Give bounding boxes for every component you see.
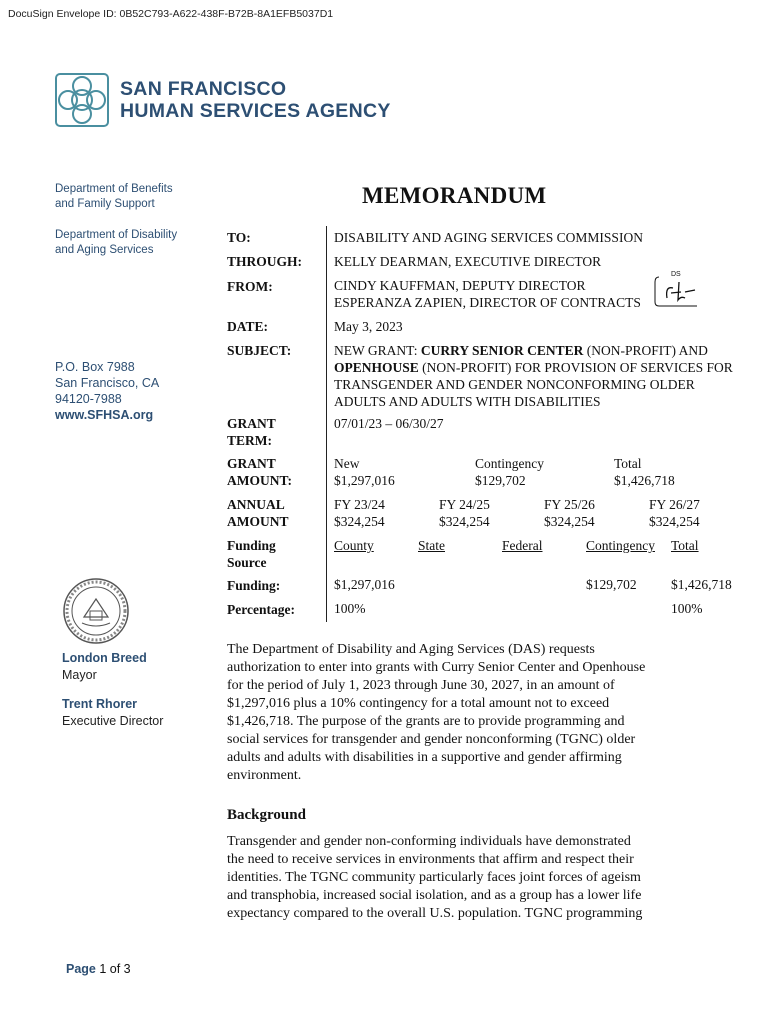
fs-state: State bbox=[418, 538, 445, 553]
agency-logo-icon bbox=[54, 72, 110, 128]
funding-label: Funding: bbox=[227, 578, 281, 593]
fs-contingency: Contingency bbox=[586, 538, 655, 553]
fy-year: FY 24/25 bbox=[439, 497, 490, 512]
amount-new-header: New bbox=[334, 456, 360, 471]
background-paragraph bbox=[227, 833, 687, 923]
fy-year: FY 25/26 bbox=[544, 497, 595, 512]
dept-disability-line1: Department of Disability bbox=[55, 229, 178, 241]
fy-amount: $324,254 bbox=[544, 514, 595, 529]
page-count: 1 of 3 bbox=[95, 962, 131, 976]
city-seal-icon bbox=[62, 577, 130, 645]
fy-year: FY 23/24 bbox=[334, 497, 385, 512]
intro-line: adults and adults with disabilities in a supportive and gender affirming bbox=[227, 750, 622, 765]
background-line: and transphobia, increased social isolation, and as a group has a lower life bbox=[227, 888, 642, 903]
grant-term-value: 07/01/23 – 06/30/27 bbox=[334, 416, 444, 431]
subject-line4: ADULTS AND ADULTS WITH DISABILITIES bbox=[334, 394, 601, 409]
annual-amount-label bbox=[227, 496, 289, 530]
grant-term-label2: TERM: bbox=[227, 433, 272, 448]
fs-county: County bbox=[334, 538, 374, 553]
to-label: TO: bbox=[227, 230, 251, 245]
subject-label: SUBJECT: bbox=[227, 343, 292, 358]
percentage-label: Percentage: bbox=[227, 602, 295, 617]
mayor-name: London Breed bbox=[62, 651, 147, 665]
from-value-line1: CINDY KAUFFMAN, DEPUTY DIRECTOR bbox=[334, 278, 586, 293]
to-value: DISABILITY AND AGING SERVICES COMMISSION bbox=[334, 230, 643, 245]
amount-new-value: $1,297,016 bbox=[334, 473, 395, 488]
funding-source-label1: Funding bbox=[227, 538, 276, 553]
dept-disability-line2: and Aging Services bbox=[55, 244, 154, 256]
funding-county: $1,297,016 bbox=[334, 577, 395, 592]
docusign-envelope-id: DocuSign Envelope ID: 0B52C793-A622-438F-B72B-8A1EFB5037D1 bbox=[8, 8, 334, 20]
mayor-title: Mayor bbox=[62, 668, 97, 682]
agency-name-line1: SAN FRANCISCO bbox=[120, 78, 287, 100]
intro-line: social services for transgender and gender nonconforming (TGNC) older bbox=[227, 732, 636, 747]
dept-disability bbox=[55, 228, 177, 258]
amount-new bbox=[334, 455, 395, 489]
intro-line: The Department of Disability and Aging Services (DAS) requests bbox=[227, 642, 595, 657]
fy-year: FY 26/27 bbox=[649, 497, 700, 512]
fs-federal: Federal bbox=[502, 538, 543, 553]
background-line: expectancy compared to the overall U.S. population. TGNC programming bbox=[227, 906, 643, 921]
intro-line: environment. bbox=[227, 768, 302, 783]
director-title: Executive Director bbox=[62, 714, 164, 728]
intro-line: authorization to enter into grants with Curry Senior Center and Openhouse bbox=[227, 660, 646, 675]
docusign-initials-signature bbox=[651, 268, 705, 308]
from-label: FROM: bbox=[227, 279, 273, 294]
amount-total-value: $1,426,718 bbox=[614, 473, 675, 488]
percentage-total: 100% bbox=[671, 601, 703, 616]
background-line: Transgender and gender non-conforming individuals have demonstrated bbox=[227, 834, 631, 849]
date-label: DATE: bbox=[227, 319, 269, 334]
subject-org1: CURRY SENIOR CENTER bbox=[420, 343, 584, 358]
grant-amount-label1: GRANT bbox=[227, 456, 276, 471]
mailing-address bbox=[55, 359, 159, 423]
funding-source-label bbox=[227, 537, 276, 571]
subject-org2: OPENHOUSE bbox=[334, 360, 419, 375]
intro-line: for the period of July 1, 2023 through June 30, 2027, in an amount of bbox=[227, 678, 615, 693]
subject-line3: TRANSGENDER AND GENDER NONCONFORMING OLDER bbox=[334, 377, 695, 392]
director-name: Trent Rhorer bbox=[62, 697, 138, 711]
grant-amount-label bbox=[227, 455, 292, 489]
address-line2: San Francisco, CA bbox=[55, 376, 160, 390]
page-word: Page bbox=[66, 962, 96, 976]
funding-source-label2: Source bbox=[227, 555, 267, 570]
subject-text3: (NON-PROFIT) FOR PROVISION OF SERVICES FOR bbox=[418, 360, 733, 375]
annual-label1: ANNUAL bbox=[227, 497, 285, 512]
date-value: May 3, 2023 bbox=[334, 319, 403, 334]
amount-contingency-value: $129,702 bbox=[475, 473, 526, 488]
fy-column bbox=[649, 496, 700, 530]
page-number bbox=[66, 962, 131, 976]
through-label: THROUGH: bbox=[227, 254, 303, 269]
grant-term-label1: GRANT bbox=[227, 416, 276, 431]
through-value: KELLY DEARMAN, EXECUTIVE DIRECTOR bbox=[334, 254, 602, 269]
intro-line: $1,426,718. The purpose of the grants are to provide programming and bbox=[227, 714, 625, 729]
background-line: identities. The TGNC community particularly faces joint forces of ageism bbox=[227, 870, 641, 885]
fy-column bbox=[544, 496, 595, 530]
sig-tag: DS bbox=[671, 271, 681, 278]
dept-benefits-line2: and Family Support bbox=[55, 198, 155, 210]
dept-benefits bbox=[55, 182, 173, 212]
memo-divider bbox=[326, 226, 327, 622]
funding-total: $1,426,718 bbox=[671, 577, 732, 592]
percentage-county: 100% bbox=[334, 601, 366, 616]
grant-term-label bbox=[227, 415, 276, 449]
fy-column bbox=[439, 496, 490, 530]
subject-value bbox=[334, 342, 754, 410]
address-line3: 94120-7988 bbox=[55, 392, 122, 406]
amount-total bbox=[614, 455, 675, 489]
dept-benefits-line1: Department of Benefits bbox=[55, 183, 173, 195]
fy-amount: $324,254 bbox=[649, 514, 700, 529]
amount-contingency-header: Contingency bbox=[475, 456, 544, 471]
intro-line: $1,297,016 plus a 10% contingency for a total amount not to exceed bbox=[227, 696, 610, 711]
subject-text1: NEW GRANT: bbox=[334, 343, 421, 358]
subject-text2: (NON-PROFIT) AND bbox=[583, 343, 708, 358]
grant-amount-label2: AMOUNT: bbox=[227, 473, 292, 488]
website-link[interactable]: www.SFHSA.org bbox=[55, 408, 154, 422]
amount-contingency bbox=[475, 455, 544, 489]
amount-total-header: Total bbox=[614, 456, 642, 471]
fy-column bbox=[334, 496, 385, 530]
intro-paragraph bbox=[227, 641, 687, 785]
from-value bbox=[334, 277, 641, 311]
background-heading: Background bbox=[227, 807, 306, 823]
annual-label2: AMOUNT bbox=[227, 514, 289, 529]
fy-amount: $324,254 bbox=[439, 514, 490, 529]
fs-total: Total bbox=[671, 538, 699, 553]
fy-amount: $324,254 bbox=[334, 514, 385, 529]
director-block bbox=[62, 696, 163, 730]
funding-contingency: $129,702 bbox=[586, 577, 637, 592]
background-line: the need to receive services in environments that affirm and respect their bbox=[227, 852, 634, 867]
address-line1: P.O. Box 7988 bbox=[55, 360, 135, 374]
agency-name bbox=[120, 78, 391, 122]
agency-name-line2: HUMAN SERVICES AGENCY bbox=[120, 100, 391, 122]
mayor-block bbox=[62, 650, 147, 684]
memo-title: MEMORANDUM bbox=[362, 183, 547, 208]
from-value-line2: ESPERANZA ZAPIEN, DIRECTOR OF CONTRACTS bbox=[334, 295, 641, 310]
